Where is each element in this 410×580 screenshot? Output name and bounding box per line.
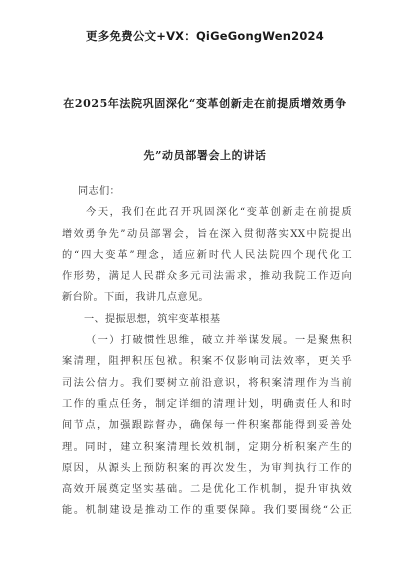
salutation: 同志们： (78, 186, 120, 197)
body-line: 今天，我们在此召开巩固深化“变革创新走在前提质 (86, 207, 352, 219)
section-heading: 一、提振思想，筑牢变革根基 (84, 313, 221, 325)
body-line: （一）打破惯性思维，破立并举谋发展。一是聚焦积 (86, 335, 352, 347)
body-line: 高效开展奠定坚实基础。二是优化工作机制，提升审执效 (62, 484, 352, 496)
body-line: 理。同时，建立积案清理长效机制，定期分析积案产生的 (62, 441, 352, 453)
body-line: 原因，从源头上预防积案的再次发生，为审判执行工作的 (62, 462, 352, 474)
body-line: 的“四大变革”理念，适应新时代人民法院四个现代化工 (62, 249, 352, 261)
body-line: 案清理，阻押积压包袱。积案不仅影响司法效率，更关乎 (62, 356, 352, 368)
body-line: 间节点，加强跟踪督办，确保每一件积案都能得到妥善处 (62, 420, 352, 432)
document-body (62, 181, 352, 522)
body-line: 作形势，满足人民群众多元司法需求，推动我院工作迈向 (62, 271, 352, 283)
body-line: 增效勇争先”动员部署会，旨在深入贯彻落实XX中院提出 (62, 228, 352, 240)
promo-header: 更多免费公文+VX：QiGeGongWen2024 (86, 29, 324, 43)
document-title-line-1: 在2025年法院巩固深化“变革创新走在前提质增效勇争 (63, 97, 347, 110)
body-line: 司法公信力。我们要树立前沿意识，将积案清理作为当前 (62, 377, 352, 389)
body-line: 新台阶。下面，我讲几点意见。 (62, 292, 209, 304)
document-title-line-2: 先”动员部署会上的讲话 (143, 149, 267, 162)
body-line: 能。机制建设是推动工作的重要保障。我们要围绕“公正 (62, 505, 352, 517)
body-line: 工作的重点任务，制定详细的清理计划，明确责任人和时 (62, 398, 352, 410)
